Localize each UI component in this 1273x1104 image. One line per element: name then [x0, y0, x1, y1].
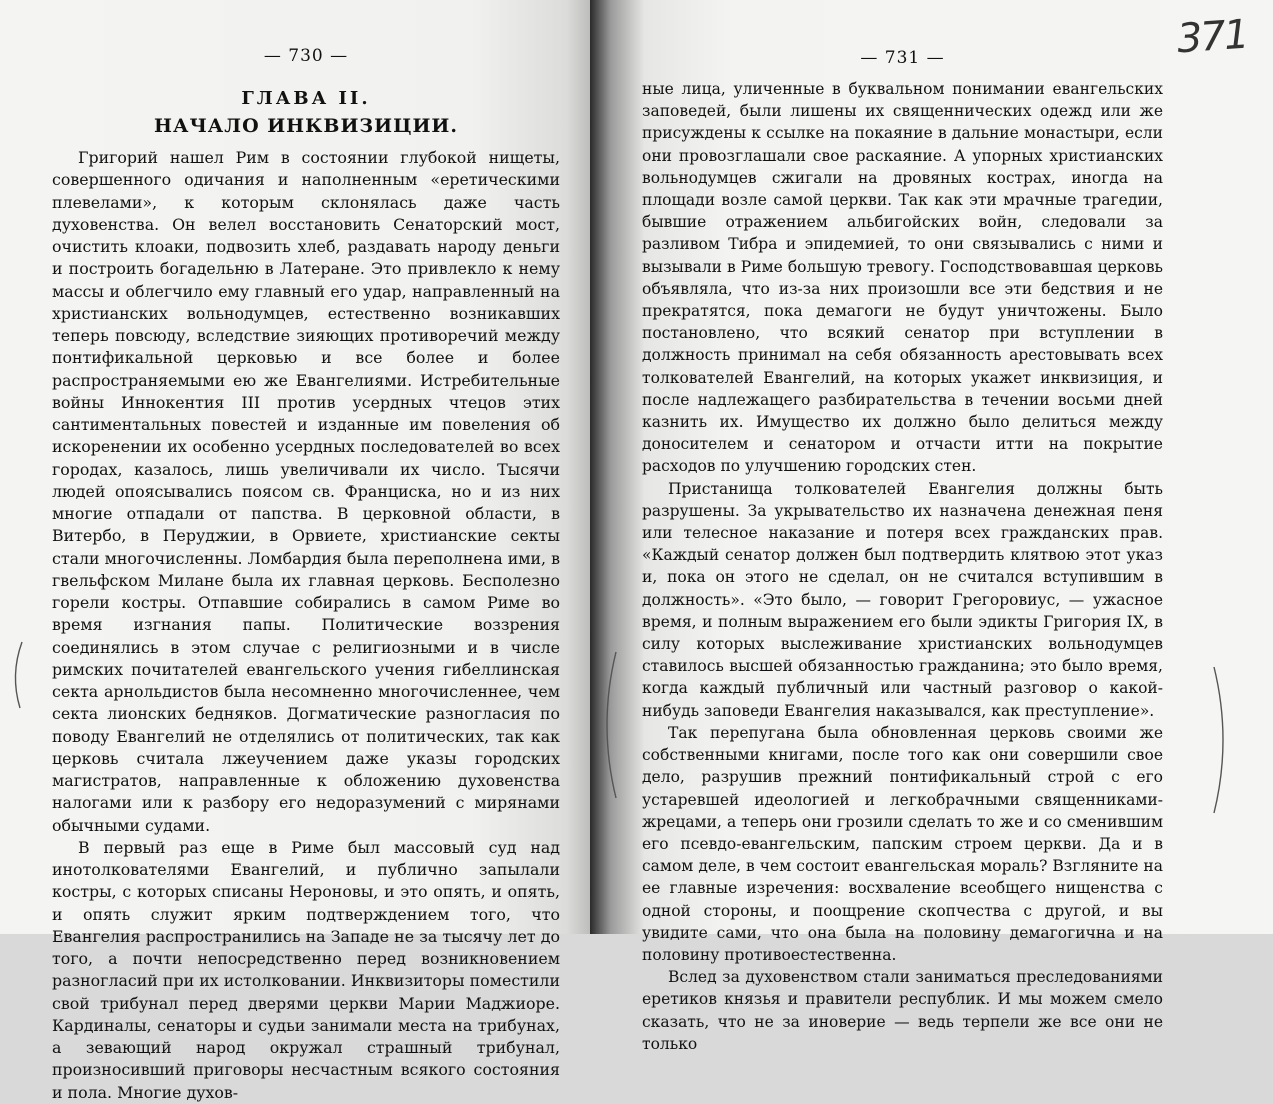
margin-bracket-mark: [6, 640, 26, 710]
paragraph: Так перепугана была обновленная церковь своими же собственными книгами, после того как они совершили свое дело, разрушив прежний понтификальный строй с его устаревшей идеологией и легкобрачными священниками-жрецами, а теперь они грозили сделать то же и со сменившим его псевдо-евангельским, папским строем церкви. Да и в самом деле, в чем состоит евангельская мораль? Взгляните на ее главные изречения: восхваление всеобщего нищенства с одной стороны, и поощрение скопчества с другой, и вы увидите сами, что она была на половину демагогична и на половину противоестественна.: [642, 723, 1163, 964]
handwritten-page-number: 371: [1175, 11, 1249, 63]
right-page: [590, 0, 1273, 1053]
margin-bracket-mark: [1210, 665, 1234, 815]
paragraph: Пристанища толкователей Евангелия должны быть разрушены. За укрывательство их назначена денежная пеня или телесное наказание и потеря всех гражданских прав. «Каждый сенатор должен был подтвердить клятвою этот указ и, пока он этого не сделал, он не считался вступившим в должность». «Это было, — говорит Грегоровиус, — ужасное время, и полным выражением его были эдикты Григория IX, в силу которых выслеживание христианских вольнодумцев ставилось высшей обязанностью гражданина; это было время, когда каждый публичный или частный разговор о какой-нибудь заповеди Евангелия наказывался, как преступление».: [642, 479, 1163, 720]
paragraph: ные лица, уличенные в буквальном понимании евангельских заповедей, были лишены их священнических одежд или же присуждены к ссылке на покаяние в дальние монастыри, если они провозглашали свое раскаяние. А упорных христианских вольнодумцев сжигали на дровяных кострах, иногда на площади возле самой церкви. Так как эти мрачные трагедии, бывшие отражением альбигойских войн, следовали за разливом Тибра и эпидемией, то они связывались с ними и вызывали в Риме большую тревогу. Господствовавшая церковь объявляла, что из-за них произошли все эти бедствия и не прекратятся, пока демагоги не будут уничтожены. Было постановлено, что всякий сенатор при вступлении в должность принимал на себя обязанность арестовывать всех толкователей Евангелий, на которых укажет инквизиция, и после надлежащего разбирательства в течении восьми дней казнить их. Имущество их должно было делиться между доносителем и сенатором и отчасти итти на покрытие расходов по улучшению городских стен.: [642, 80, 1163, 476]
right-page-body: [642, 78, 1163, 1055]
margin-bracket-mark: [596, 650, 620, 800]
left-page-body: [52, 147, 560, 1104]
paragraph: В первый раз еще в Риме был массовый суд над инотолкователями Евангелий, и публично запылали костры, с которых списаны Нероновы, и это опять, и опять, и опять служит ярким подтверждением того, что Евангелия распространились на Западе не за тысячу лет до того, а почти непосредственно перед возникновением разногласий при их истолковании. Инквизиторы поместили свой трибунал перед дверями церкви Марии Маджиоре. Кардиналы, сенаторы и судьи занимали места на трибунах, а зевающий народ окружал страшный трибунал, произносивший приговоры несчастным всякого состояния и пола. Многие духов-: [52, 837, 560, 1102]
paragraph: Вслед за духовенством стали заниматься преследованиями еретиков князья и правители республик. И мы можем смело сказать, что не за иноверие — ведь терпели же все они не только: [642, 968, 1163, 1053]
paragraph: Григорий нашел Рим в состоянии глубокой нищеты, совершенного одичания и наполненным «еретическими плевелами», к которым склонялась даже часть духовенства. Он велел восстановить Сенаторский мост, очистить клоаки, подвозить хлеб, раздавать народу деньги и построить богадельню в Латеране. Это привлекло к нему массы и облегчило ему главный его удар, направленный на христианских вольнодумцев, естественно возникавших теперь повсюду, вследствие зияющих противоречий между понтификальной церковью и все более и более распространяемыми ею же Евангелиями. Истребительные войны Иннокентия III против усердных чтецов этих сантиментальных повестей и изданные им повеления об искоренении их особенно усердных последователей во всех городах, казалось, лишь увеличивали их число. Тысячи людей опоясывались поясом св. Франциска, но и из них многие отпадали от папства. В церковной области, в Витербо, в Перуджии, в Орвиете, христианские секты стали многочисленны. Ломбардия была переполнена ими, в гвельфском Милане была их главная церковь. Бесполезно горели костры. Отпавшие собирались в самом Риме во время изгнания папы. Политические воззрения соединялись в этом случае с религиозными и в числе римских почитателей евангельского учения гибеллинская секта арнольдистов была несомненно многочисленнее, чем секта лионских бедняков. Догматические разногласия по поводу Евангелий не отделялись от политических, так как церковь считала лжеучением даже указы городских магистратов, направленные к обложению духовенства налогами или к разбору его недоразумений с мирянами обычными судами.: [52, 148, 560, 835]
page-number-left: — 730 —: [263, 46, 349, 66]
chapter-heading: ГЛАВА II.: [241, 88, 371, 109]
chapter-title: НАЧАЛО ИНКВИЗИЦИИ.: [154, 115, 458, 137]
page-number-right: — 731 —: [860, 48, 945, 68]
left-page: [0, 0, 590, 1102]
